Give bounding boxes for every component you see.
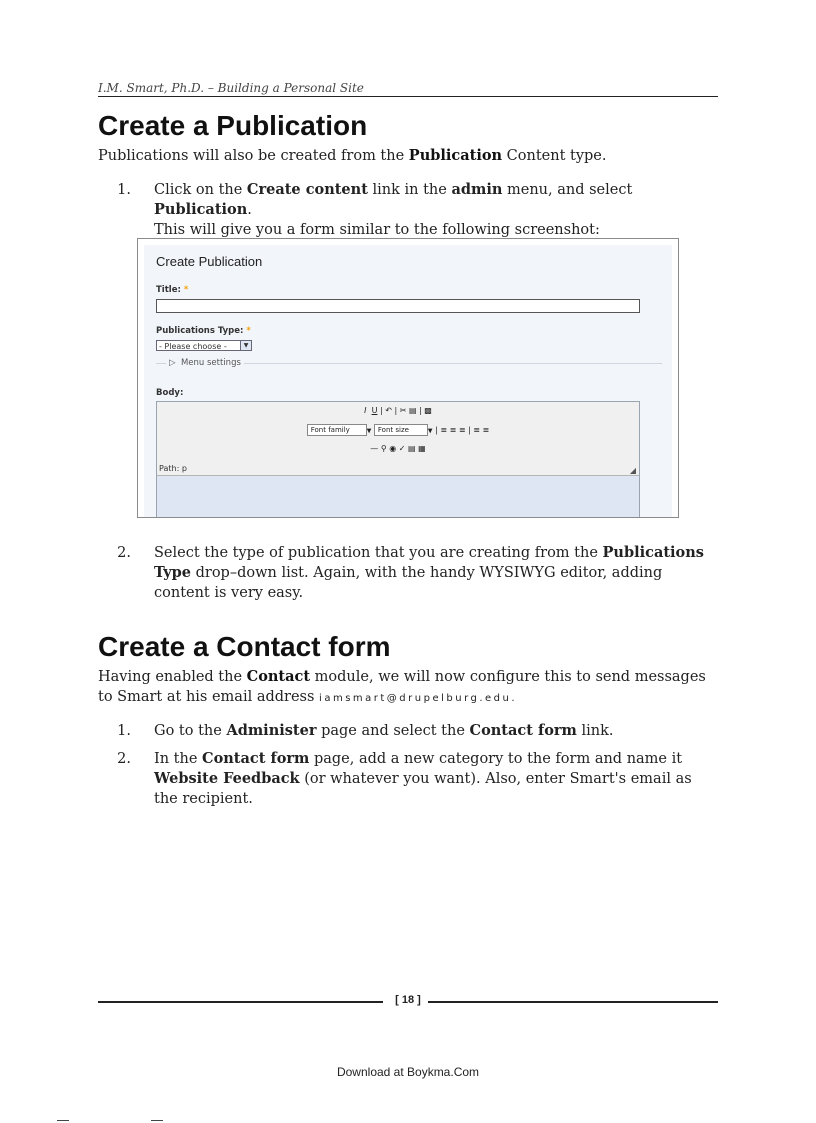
download-watermark: Download at Boykma.Com bbox=[336, 1065, 480, 1079]
form-title: Create Publication bbox=[156, 254, 263, 269]
running-header: I.M. Smart, Ph.D. – Building a Personal Site bbox=[98, 81, 718, 97]
page-number: [ 18 ] bbox=[395, 994, 421, 1006]
editor-toolbar-row: I U | ↶ | ✂ ▤ | ▩ bbox=[364, 406, 432, 415]
list-number: 2. bbox=[117, 751, 131, 767]
binoculars-icon: ◉ bbox=[389, 444, 397, 453]
list-item: 1. Click on the Create content link in the admin menu, and select Publication. This will give you a form similar to the following screenshot: bbox=[98, 180, 718, 220]
align-left-icon: ≡ bbox=[440, 425, 448, 435]
body-label: Body: bbox=[156, 388, 184, 398]
outdent-icon: ≡ bbox=[482, 425, 490, 435]
list-number: 2. bbox=[117, 545, 131, 561]
chevron-down-icon: ▼ bbox=[427, 427, 433, 435]
cut-icon: ✂ bbox=[399, 406, 407, 415]
wysiwyg-editor bbox=[156, 401, 640, 518]
print-icon: ▦ bbox=[418, 444, 426, 453]
undo-icon: ↶ bbox=[385, 406, 392, 415]
editor-toolbar-row: Font family ▼ Font size ▼ | ≡ ≡ ≡ | ≡ ≡ bbox=[157, 424, 639, 436]
paste-icon: ▤ bbox=[408, 406, 417, 415]
align-center-icon: ≡ bbox=[449, 425, 457, 435]
search-icon: ⚲ bbox=[380, 444, 387, 453]
list-number: 1. bbox=[117, 723, 131, 739]
editor-body-area bbox=[157, 476, 639, 518]
title-input bbox=[156, 299, 640, 313]
publications-type-label: Publications Type: * bbox=[156, 326, 251, 336]
title-label: Title: * bbox=[156, 285, 189, 295]
editor-path: Path: p bbox=[159, 464, 187, 473]
italic-icon: I bbox=[364, 406, 367, 415]
underline-icon: U bbox=[371, 406, 378, 415]
align-right-icon: ≡ bbox=[458, 425, 466, 435]
menu-settings-label: ▷ Menu settings bbox=[166, 358, 244, 368]
spell-check-icon: ✓ bbox=[398, 444, 406, 453]
chevron-down-icon: ▼ bbox=[240, 341, 251, 350]
email-address: iamsmart@drupelburg.edu. bbox=[319, 693, 518, 704]
page-footer bbox=[98, 993, 718, 1009]
publications-type-select: - Please choose - ▼ bbox=[156, 340, 252, 351]
image-icon: ▩ bbox=[424, 406, 432, 415]
section-heading-publication: Create a Publication bbox=[98, 110, 368, 141]
chevron-down-icon: ▼ bbox=[366, 427, 372, 435]
list-item: 2. In the Contact form page, add a new category to the form and name it Website Feedback (or whatever you want). Also, enter Smart's email as the recipient. bbox=[98, 749, 718, 809]
create-publication-screenshot bbox=[137, 238, 679, 518]
indent-icon: ≡ bbox=[473, 425, 480, 435]
list-item: 1. Go to the Administer page and select the Contact form link. bbox=[98, 721, 718, 741]
paste-icon: ▤ bbox=[408, 444, 416, 453]
resize-grip-icon: ◢ bbox=[629, 466, 636, 475]
font-family-select: Font family bbox=[307, 424, 367, 436]
list-item: 2. Select the type of publication that you are creating from the Publications Type drop–down list. Again, with the handy WYSIWYG editor, adding content is very easy. bbox=[98, 543, 718, 603]
publication-intro: Publications will also be created from the Publication Content type. bbox=[98, 147, 607, 164]
list-number: 1. bbox=[117, 182, 131, 198]
editor-toolbar-row: — ⚲ ◉ ✓ ▤ ▦ bbox=[370, 444, 426, 453]
contact-intro: Having enabled the Contact module, we will now configure this to send messages to Smart at his email address iamsmart@drupelburg.edu. bbox=[98, 668, 706, 705]
font-size-select: Font size bbox=[374, 424, 428, 436]
section-heading-contact-form: Create a Contact form bbox=[98, 631, 391, 662]
